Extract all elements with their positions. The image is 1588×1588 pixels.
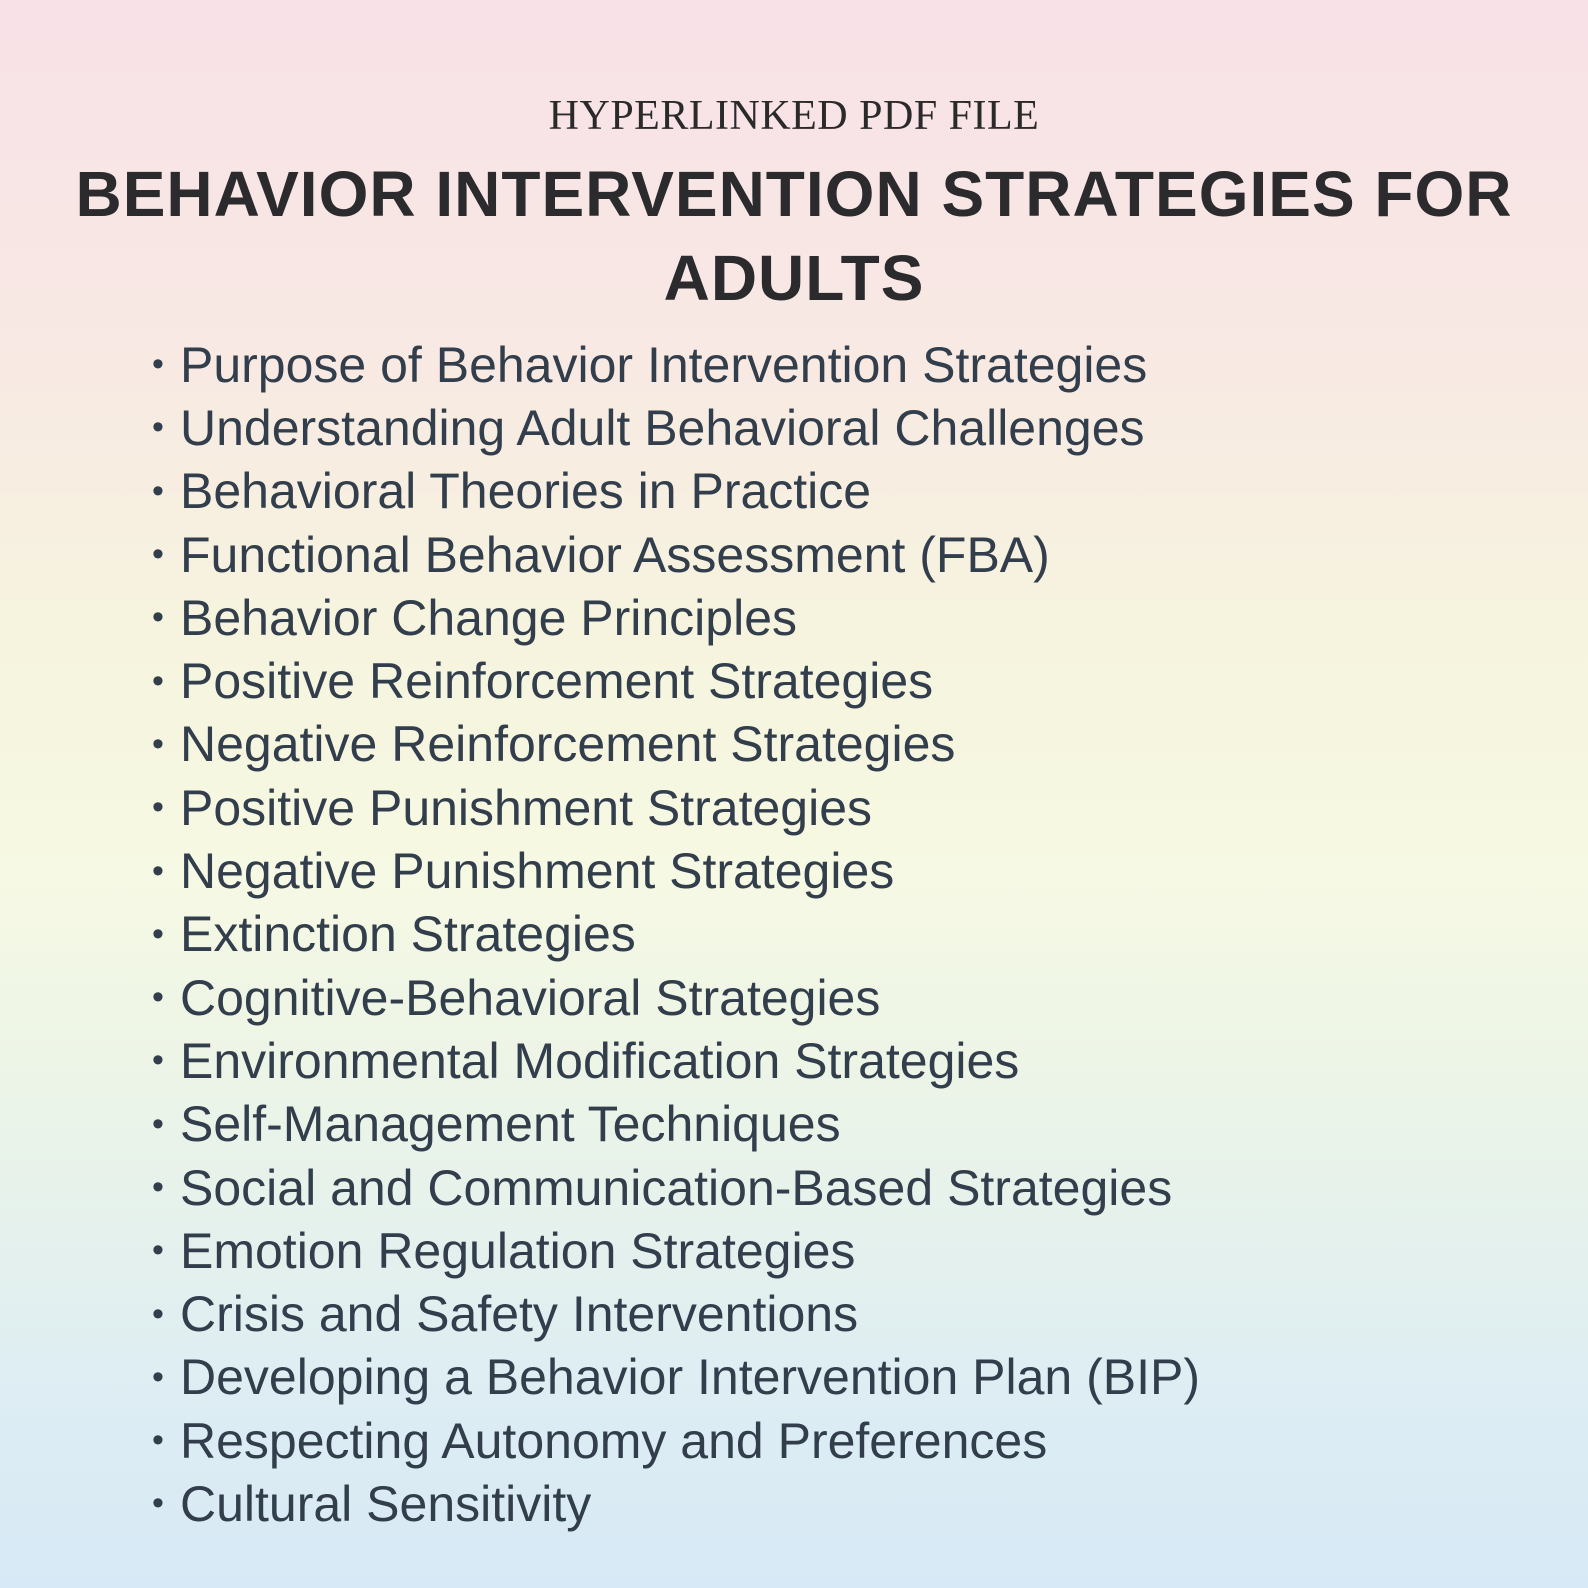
bullet-icon: • [152, 661, 164, 700]
topic-item[interactable] [152, 903, 1532, 966]
bullet-icon: • [152, 408, 164, 447]
bullet-icon: • [152, 535, 164, 574]
bullet-icon: • [152, 978, 164, 1017]
topic-label: Emotion Regulation Strategies [180, 1222, 856, 1279]
bullet-icon: • [152, 724, 164, 763]
bullet-icon: • [152, 788, 164, 827]
bullet-icon: • [152, 1231, 164, 1270]
topic-label: Cultural Sensitivity [180, 1475, 592, 1532]
topic-item[interactable] [152, 713, 1532, 776]
topic-label: Respecting Autonomy and Preferences [180, 1412, 1048, 1469]
topic-label: Developing a Behavior Intervention Plan (BIP) [180, 1349, 1201, 1406]
bullet-icon: • [152, 1357, 164, 1396]
topic-item[interactable] [152, 333, 1532, 396]
topic-list [152, 333, 1532, 1536]
bullet-icon: • [152, 1041, 164, 1080]
topic-label: Positive Punishment Strategies [180, 779, 873, 836]
topic-item[interactable] [152, 966, 1532, 1029]
bullet-icon: • [152, 851, 164, 890]
topic-item[interactable] [152, 1029, 1532, 1092]
topic-item[interactable] [152, 1093, 1532, 1156]
topic-label: Negative Punishment Strategies [180, 843, 895, 900]
topic-label: Self-Management Techniques [180, 1096, 841, 1153]
topic-label: Behavior Change Principles [180, 589, 798, 646]
topic-label: Positive Reinforcement Strategies [180, 653, 934, 710]
topic-item[interactable] [152, 1409, 1532, 1472]
bullet-icon: • [152, 1484, 164, 1523]
topic-item[interactable] [152, 1219, 1532, 1282]
bullet-icon: • [152, 1168, 164, 1206]
topic-label: Crisis and Safety Interventions [180, 1286, 859, 1343]
topic-label: Understanding Adult Behavioral Challenges [180, 399, 1145, 456]
topic-item[interactable] [152, 1346, 1532, 1409]
topic-item[interactable] [152, 586, 1532, 649]
topic-label: Purpose of Behavior Intervention Strategies [180, 336, 1148, 393]
document-title: BEHAVIOR INTERVENTION STRATEGIES FOR ADULTS [75, 158, 1513, 314]
topic-item[interactable] [152, 1282, 1532, 1345]
topic-label: Cognitive-Behavioral Strategies [180, 969, 881, 1026]
topic-item[interactable] [152, 396, 1532, 459]
topic-item[interactable] [152, 1472, 1532, 1535]
topic-item[interactable] [152, 460, 1532, 523]
topic-label: Negative Reinforcement Strategies [180, 716, 956, 773]
topic-label: Extinction Strategies [180, 906, 636, 963]
bullet-icon: • [152, 914, 164, 953]
topic-label: Functional Behavior Assessment (FBA) [180, 526, 1050, 583]
bullet-icon: • [152, 598, 164, 637]
topic-item[interactable] [152, 776, 1532, 839]
bullet-icon: • [152, 345, 164, 384]
bullet-icon: • [152, 1104, 164, 1143]
topic-label: Social and Communication-Based Strategies [180, 1159, 1173, 1216]
bullet-icon: • [152, 1294, 164, 1333]
topic-item[interactable] [152, 839, 1532, 902]
topic-item[interactable] [152, 649, 1532, 712]
document-subtitle: HYPERLINKED PDF FILE [548, 93, 1040, 139]
topic-item[interactable] [152, 1156, 1532, 1219]
topic-item[interactable] [152, 523, 1532, 586]
bullet-icon: • [152, 1421, 164, 1460]
topic-label: Behavioral Theories in Practice [180, 463, 872, 520]
bullet-icon: • [152, 471, 164, 510]
topic-label: Environmental Modification Strategies [180, 1032, 1020, 1089]
